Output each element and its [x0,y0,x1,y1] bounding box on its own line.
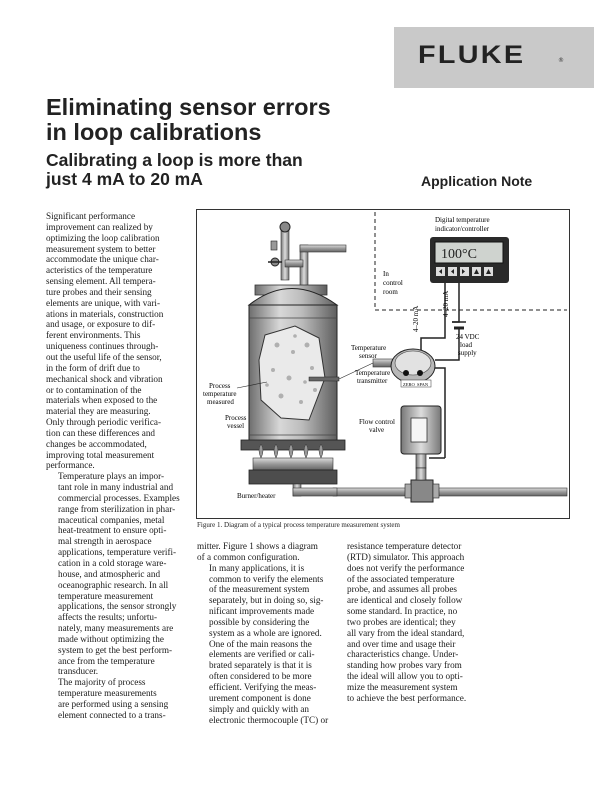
text-line: temperature measurements [58,688,157,699]
text-line: affects the results; unfortu- [58,612,158,623]
text-line: the ideal will allow you to opti- [347,671,463,682]
text-line: tant role in many industrial and [58,482,174,493]
text-line: mal strength in aerospace [58,536,152,547]
process-temp-label: Process [209,382,231,390]
process-vessel [241,285,345,450]
text-line: out the useful life of the sensor, [46,351,162,362]
text-line: resistance temperature detector [347,541,462,551]
fuel-line [333,488,567,496]
text-line: are performed using a sensing [58,698,169,709]
display-reading: 100°C [441,247,477,262]
text-line: urement component is done [209,692,311,703]
text-line: maceutical companies, metal [58,514,165,525]
text-line: nately, many measurements are [58,623,174,634]
transmitter-label: transmitter [357,377,388,385]
text-line: changes be accommodated, [46,438,147,449]
subtitle-line: Calibrating a loop is more than [46,150,303,170]
text-line: improvement can realized by [46,221,153,232]
figure-caption: Figure 1. Diagram of a typical process temperature measurement system [197,521,400,529]
text-column-3 [347,541,497,704]
text-line: acteristics of the temperature [46,265,153,276]
text-line: electronic thermocouple (TC) or [209,714,329,725]
text-line: to achieve the best performance. [347,692,467,703]
text-line: tion can these differences and [46,427,156,438]
loop-wire [452,283,459,322]
text-line: and usage, or exposure to dif- [46,319,156,330]
text-line: mize the measurement system [347,681,458,692]
text-column-1 [46,211,186,721]
sensor-conduit [373,359,393,367]
inlet-piping [268,222,346,290]
title-line: Eliminating sensor errors [46,94,331,120]
text-line: materials when exposed to the [46,395,158,406]
text-line: ture probes and their sensing [46,286,152,297]
sensor-label: Temperature [351,344,387,352]
text-line: accommodate the unique char- [46,254,159,265]
transmitter-label: Temperature [355,369,391,377]
process-temp-label: measured [207,398,234,406]
supply-label: supply [458,349,477,357]
vessel-label: vessel [227,422,245,430]
registered-mark: ® [558,57,564,64]
paragraph [347,541,497,704]
text-line: standing how probes vary from [347,660,462,671]
transmitter-head [391,349,435,383]
text-line: The majority of process [58,677,146,688]
paragraph [46,677,186,720]
text-line: probe, and assumes all probes [347,584,457,595]
text-line: two probes are identical; they [347,616,456,627]
indicator-label: Digital temperature [435,216,490,224]
text-line: or to contamination of the [46,384,142,395]
figure-1 [196,209,570,519]
text-line: all vary from the ideal standard, [347,627,465,638]
text-line: house, and atmospheric and [58,568,161,579]
text-line: One of the main reasons the [209,638,312,649]
document-type: Application Note [421,173,533,189]
loop-label: 4–20 mA [442,290,450,317]
text-line: system as a whole are ignored. [209,627,322,638]
text-line: separately, but in doing so, sig- [209,595,324,606]
text-line: ferent environments. This [46,330,141,341]
paragraph [197,541,337,563]
text-line: of a common configuration. [197,551,300,562]
text-line: elements are unique, with vari- [46,297,161,308]
text-line: Only through periodic verifica- [46,417,162,428]
text-line: characteristics change. Under- [347,649,459,660]
battery-icon [452,322,466,328]
span-label: SPAN [417,382,429,387]
text-line: Significant performance [46,211,136,221]
page-title [46,95,426,145]
text-line: applications, temperature verifi- [58,547,177,558]
text-line: system to get the best perform- [58,644,173,655]
text-line: uniqueness continues through- [46,341,159,352]
text-line: elements are verified or cali- [209,649,315,660]
paragraph [46,471,186,677]
text-line: commercial processes. Examples [58,492,180,503]
header-logo-box [394,27,594,88]
text-line: performance. [46,460,95,471]
title-line: in loop calibrations [46,119,262,145]
text-line: material they are measuring. [46,406,151,417]
text-line: range from sterilization in phar- [58,503,176,514]
text-line: oceanographic research. In all [58,579,169,590]
text-line: mitter. Figure 1 shows a diagram [197,541,318,551]
valve-label: valve [369,426,385,434]
indicator-label: indicator/controller [435,225,490,233]
text-line: efficient. Verifying the meas- [209,681,317,692]
text-line: transducer. [58,666,99,677]
text-line: ance from the temperature [58,655,155,666]
room-label: control [383,279,403,287]
text-line: heat-treatment to ensure opti- [58,525,167,536]
room-label: In [383,270,389,278]
text-line: and over time and usage their [347,638,456,649]
page-subtitle [46,151,406,189]
indicator-buttons [436,267,493,276]
fluke-logo: FLUKE [418,41,526,69]
loop-label: 4–20 mA [412,305,420,332]
text-line: possible by considering the [209,616,310,627]
text-line: cation in a cold storage ware- [58,558,167,568]
valve-label: Flow control [359,418,395,426]
process-diagram [197,210,569,518]
process-temp-label: temperature [203,390,237,398]
burner-label: Burner/heater [237,492,276,500]
text-line: of the associated temperature [347,573,455,584]
text-line: are identical and closely follow [347,595,463,606]
subtitle-line: just 4 mA to 20 mA [46,169,203,189]
text-line: ations in materials, construction [46,308,164,319]
text-line: simply and quickly with an [209,703,310,714]
text-line: improving total measurement [46,449,155,460]
text-line: does not verify the performance [347,562,465,573]
text-line: nificant improvements made [209,606,315,617]
supply-label: load [460,341,473,349]
vessel-label: Process [225,414,247,422]
valve-body [405,468,439,502]
text-line: temperature measurement [58,590,154,601]
fuel-line [293,488,337,496]
text-line: mechanical shock and vibration [46,373,163,384]
text-line: of the measurement system [209,584,310,595]
zero-label: ZERO [403,382,415,387]
text-line: element connected to a trans- [58,709,166,720]
text-line: applications, the sensor strongly [58,601,177,612]
text-line: In many applications, it is [209,562,305,573]
text-line: (RTD) simulator. This approach [347,551,465,562]
text-column-2 [197,541,337,725]
text-line: some standard. In practice, no [347,606,458,617]
text-line: measurement system to better [46,243,156,254]
text-line: brated separately is that it is [209,660,312,671]
text-line: sensing element. All tempera- [46,276,156,287]
paragraph [46,211,186,471]
text-line: in the form of drift due to [46,362,140,373]
text-line: often considered to be more [209,671,312,682]
text-line: made without optimizing the [58,633,164,644]
room-label: room [383,288,398,296]
text-line: common to verify the elements [209,573,324,584]
paragraph [197,563,337,726]
text-line: optimizing the loop calibration [46,232,160,243]
sensor-label: sensor [359,352,377,360]
text-line: Temperature plays an impor- [58,471,165,482]
supply-label: 24 VDC [456,333,480,341]
